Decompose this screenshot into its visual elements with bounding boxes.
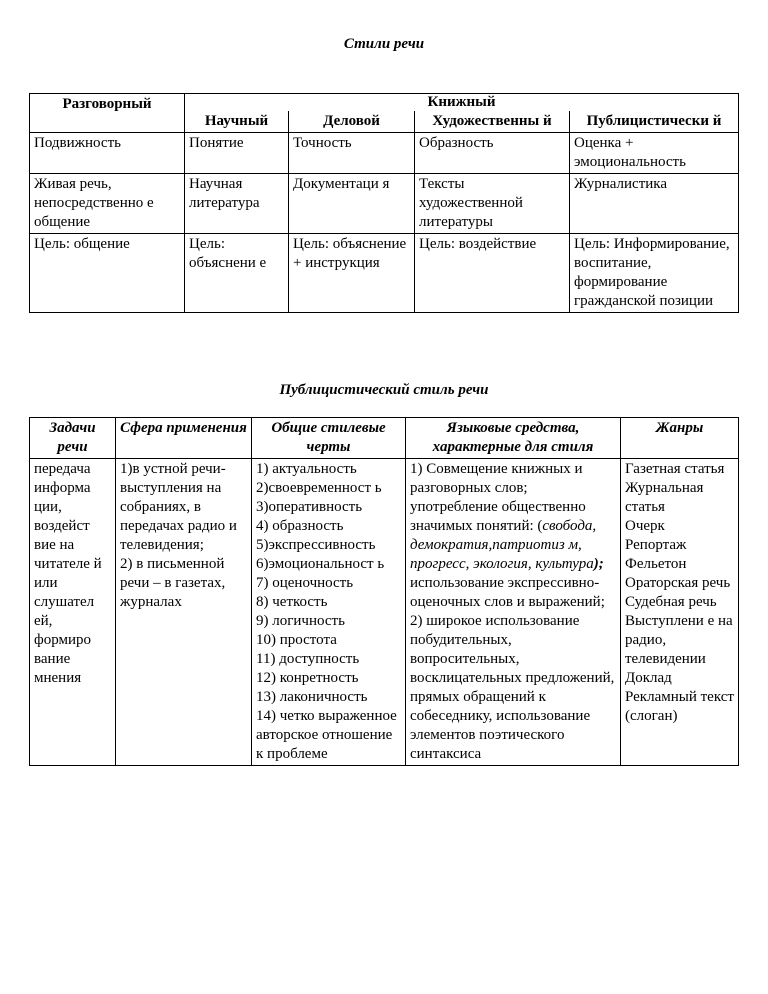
genre-item: Судебная речь [625,594,717,610]
means-cell [406,459,621,766]
table-cell: Подвижность [30,133,185,174]
header-delovoy: Деловой [289,111,415,133]
sphere-line: 2) в письменной речи – в газетах, журналах [120,556,226,610]
trait-item: 10) простота [256,632,337,648]
table-cell: Оценка + эмоциональность [570,133,739,174]
table-cell: Цель: воздействие [415,234,570,313]
publicistic-style-table [29,417,739,766]
table-cell: Живая речь, непосредственно е общение [30,174,185,234]
table-row [30,459,739,766]
table-header-row [30,94,739,112]
trait-item: 8) четкость [256,594,328,610]
header-publitsistichesky: Публицистически й [570,111,739,133]
table-cell: Понятие [185,133,289,174]
table-cell: Научная литература [185,174,289,234]
header-sphere: Сфера применения [116,418,252,459]
genre-item: Ораторская речь [625,575,731,591]
means-text: использование экспрессивно-оценочных слов и выражений; [410,575,605,610]
table-cell: Журналистика [570,174,739,234]
genre-item: Журнальная статья [625,480,704,515]
trait-item: 14) четко выраженное авторское отношение к проблеме [256,708,397,762]
table-cell: Цель: объяснение + инструкция [289,234,415,313]
genre-item: Газетная статья [625,461,725,477]
sphere-line: 1)в устной речи- [120,461,226,477]
trait-item: 11) доступность [256,651,360,667]
table-row [30,234,739,313]
traits-cell [252,459,406,766]
trait-item: 2)своевременност ь [256,480,382,496]
means-examples: свобода, демократия,патриотиз м, прогресс, экология, культура [410,518,597,572]
genre-item: Репортаж [625,537,687,553]
sphere-cell [116,459,252,766]
header-razgovorny: Разговорный [30,94,185,133]
trait-item: 3)оперативность [256,499,363,515]
tasks-cell: передача информа ции, воздейст вие на читателе й или слушател ей, формиро вание мнения [30,459,116,766]
genre-item: (слоган) [625,708,678,724]
means-text: 2) широкое использование побудительных, вопросительных, восклицательных предложений, прямых обращений к собеседнику, использование элементов поэтического синтаксиса [410,613,615,762]
page-title: Стили речи [343,36,425,52]
genre-item: Рекламный текст [625,689,734,705]
table-header-row [30,418,739,459]
section-title: Публицистический стиль речи [279,382,489,398]
table-cell: Цель: Информирование, воспитание, формирование гражданской позиции [570,234,739,313]
header-hudozhestvenny: Художественны й [415,111,570,133]
table-cell: Точность [289,133,415,174]
genres-cell [621,459,739,766]
genre-item: Выступлени е на радио, телевидении [625,613,733,667]
table-cell: Тексты художественной литературы [415,174,570,234]
genre-item: Очерк [625,518,665,534]
means-text: 1) Совмещение книжных и разговорных слов; употребление общественно значимых понятий: ( [410,461,586,534]
header-nauchny: Научный [185,111,289,133]
table-row [30,133,739,174]
trait-item: 12) конретность [256,670,359,686]
speech-styles-table [29,93,739,313]
genre-item: Доклад [625,670,672,686]
header-knizhny: Книжный [185,94,739,112]
header-traits: Общие стилевые черты [252,418,406,459]
header-genres: Жанры [621,418,739,459]
sphere-line: выступления на собраниях, в передачах радио и телевидения; [120,480,237,553]
trait-item: 1) актуальность [256,461,357,477]
header-tasks: Задачи речи [30,418,116,459]
trait-item: 4) образность [256,518,344,534]
table-row [30,174,739,234]
trait-item: 5)экспрессивность [256,537,376,553]
table-cell: Цель: объяснени е [185,234,289,313]
trait-item: 7) оценочность [256,575,354,591]
means-close: ); [593,556,604,572]
trait-item: 9) логичность [256,613,345,629]
table-cell: Цель: общение [30,234,185,313]
genre-item: Фельетон [625,556,687,572]
header-means: Языковые средства, характерные для стиля [406,418,621,459]
table-cell: Документаци я [289,174,415,234]
table-cell: Образность [415,133,570,174]
trait-item: 6)эмоциональност ь [256,556,385,572]
trait-item: 13) лаконичность [256,689,368,705]
